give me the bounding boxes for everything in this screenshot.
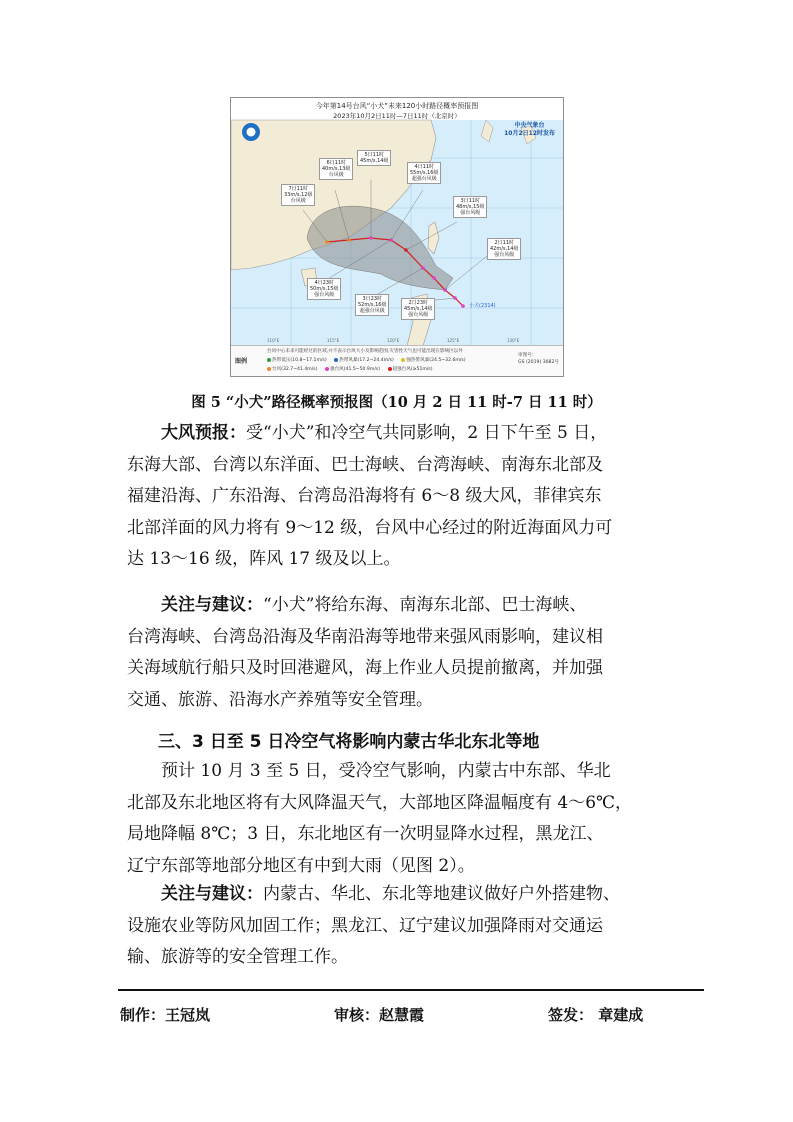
legend-note: 台风中心未来可能经过的区域,并不表示台风大小及影响范围,灾害性天气也可能出现在影响区以外: [267, 349, 463, 354]
paragraph-lead: 关注与建议：: [161, 884, 263, 904]
paragraph-line: 辽宁东部等地部分地区有中到大雨（见图 2）。: [127, 855, 475, 876]
legend-swatch: [267, 367, 271, 371]
footer-reviewer: 审核：赵慧霞: [334, 1006, 425, 1024]
issue-time: 10月2日12时发布: [504, 130, 555, 137]
paragraph-line: 台湾海峡、台湾岛沿海及华南沿海等地带来强风雨影响，建议相: [127, 626, 603, 647]
svg-text:130°E: 130°E: [507, 338, 520, 343]
agency-name: 中央气象台: [514, 122, 545, 129]
figure-caption: 图 5 “小犬”路径概率预报图（10 月 2 日 11 时-7 日 11 时）: [191, 394, 602, 411]
paragraph-line: 福建沿海、广东沿海、台湾岛沿海将有 6～8 级大风，菲律宾东: [127, 486, 602, 506]
legend-item: 超强台风(≥51m/s): [388, 366, 433, 372]
wind-forecast-paragraph: [127, 418, 675, 576]
forecast-label: 4日11时 55m/s,16级 超强台风级: [407, 162, 441, 184]
legend-item: 台风(32.7~41.4m/s): [267, 366, 318, 372]
paragraph-line: 东海大部、台湾以东洋面、巴士海峡、台湾海峡、南海东北部及: [127, 454, 603, 475]
advice-paragraph-cold-air: [127, 879, 675, 974]
legend-swatch: [401, 358, 405, 362]
legend-item: 强台风(41.5~50.9m/s): [325, 366, 380, 372]
forecast-label: 5日11时 45m/s,14级: [357, 150, 391, 166]
paragraph-lead: 关注与建议：: [161, 595, 263, 615]
storm-name-tag: 小犬(2314): [469, 303, 496, 309]
cold-air-forecast-paragraph: [127, 756, 675, 882]
section-heading: 三、3 日至 5 日冷空气将影响内蒙古华北东北等地: [158, 732, 540, 752]
paragraph-line: 输、旅游等的安全管理工作。: [127, 947, 348, 967]
map-graphic: [231, 98, 563, 376]
legend-swatch: [267, 358, 271, 362]
paragraph-line: 北部洋面的风力将有 9～12 级，台风中心经过的附近海面风力可: [127, 517, 613, 538]
advice-paragraph-typhoon: [127, 590, 675, 716]
footer-issuer: 签发： 章建成: [548, 1006, 644, 1024]
paragraph-line: 达 13～16 级，阵风 17 级及以上。: [127, 549, 401, 569]
svg-text:120°E: 120°E: [387, 338, 400, 343]
legend-row: [267, 357, 472, 363]
paragraph-line: 北部及东北地区将有大风降温天气，大部地区降温幅度有 4～6℃，: [127, 792, 633, 813]
legend-swatch: [388, 367, 392, 371]
map-legend: [231, 345, 563, 376]
paragraph-line: 交通、旅游、沿海水产养殖等安全管理。: [127, 689, 433, 710]
forecast-label: 7日11时 33m/s,12级 台风级: [281, 184, 315, 206]
paragraph-line: 关海域航行船只及时回港避风，海上作业人员提前撤离，并加强: [127, 658, 603, 678]
legend-swatch: [334, 358, 338, 362]
footer-producer: 制作：王冠岚: [120, 1006, 211, 1024]
forecast-label: 3日11时 48m/s,15级 强台风级: [453, 196, 487, 218]
forecast-label: 6日11时 40m/s,13级 台风级: [319, 158, 353, 180]
paragraph-line: 大风预报：受“小犬”和冷空气共同影响，2 日下午至 5 日，: [161, 423, 608, 443]
forecast-label: 2日23时 45m/s,14级 强台风级: [401, 298, 435, 320]
legend-item: 强热带风暴(24.5~32.6m/s): [401, 357, 465, 363]
agency-stamp: [504, 122, 555, 138]
forecast-label: 4日23时 50m/s,15级 强台风级: [307, 278, 341, 300]
legend-title: 图例: [235, 358, 248, 365]
svg-text:110°E: 110°E: [267, 338, 280, 343]
legend-swatch: [325, 367, 329, 371]
forecast-label: 3日23时 52m/s,16级 超强台风级: [355, 294, 389, 316]
paragraph-line: 局地降幅 8℃；3 日，东北地区有一次明显降水过程，黑龙江、: [127, 824, 604, 844]
paragraph-line: 设施农业等防风加固工作；黑龙江、辽宁建议加强降雨对交通运: [127, 915, 603, 936]
map-subtitle: 2023年10月2日11时—7日11时（北京时）: [333, 112, 461, 120]
footer-divider: [118, 989, 704, 991]
legend-item: 热带风暴(17.2~24.4m/s): [334, 357, 394, 363]
paragraph-line: 关注与建议：“小犬”将给东海、南海东北部、巴士海峡、: [161, 595, 587, 615]
paragraph-line: 预计 10 月 3 至 5 日，受冷空气影响，内蒙古中东部、华北: [161, 761, 611, 781]
legend-item: 热带低压(10.8~17.1m/s): [267, 357, 327, 363]
cma-logo: [242, 123, 260, 141]
paragraph-line: 关注与建议：内蒙古、华北、东北等地建议做好户外搭建物、: [161, 884, 620, 904]
svg-text:115°E: 115°E: [327, 338, 340, 343]
typhoon-track-map: [230, 97, 564, 377]
forecast-label: 2日11时 42m/s,14级 强台风级: [487, 238, 521, 260]
legend-row: [267, 366, 439, 372]
svg-text:125°E: 125°E: [447, 338, 460, 343]
map-review-number: 审图号: GS (2019) 3082号: [518, 353, 559, 365]
paragraph-lead: 大风预报：: [161, 423, 246, 443]
map-title: 今年第14号台风“小犬”未来120小时路径概率预报图: [315, 102, 479, 110]
